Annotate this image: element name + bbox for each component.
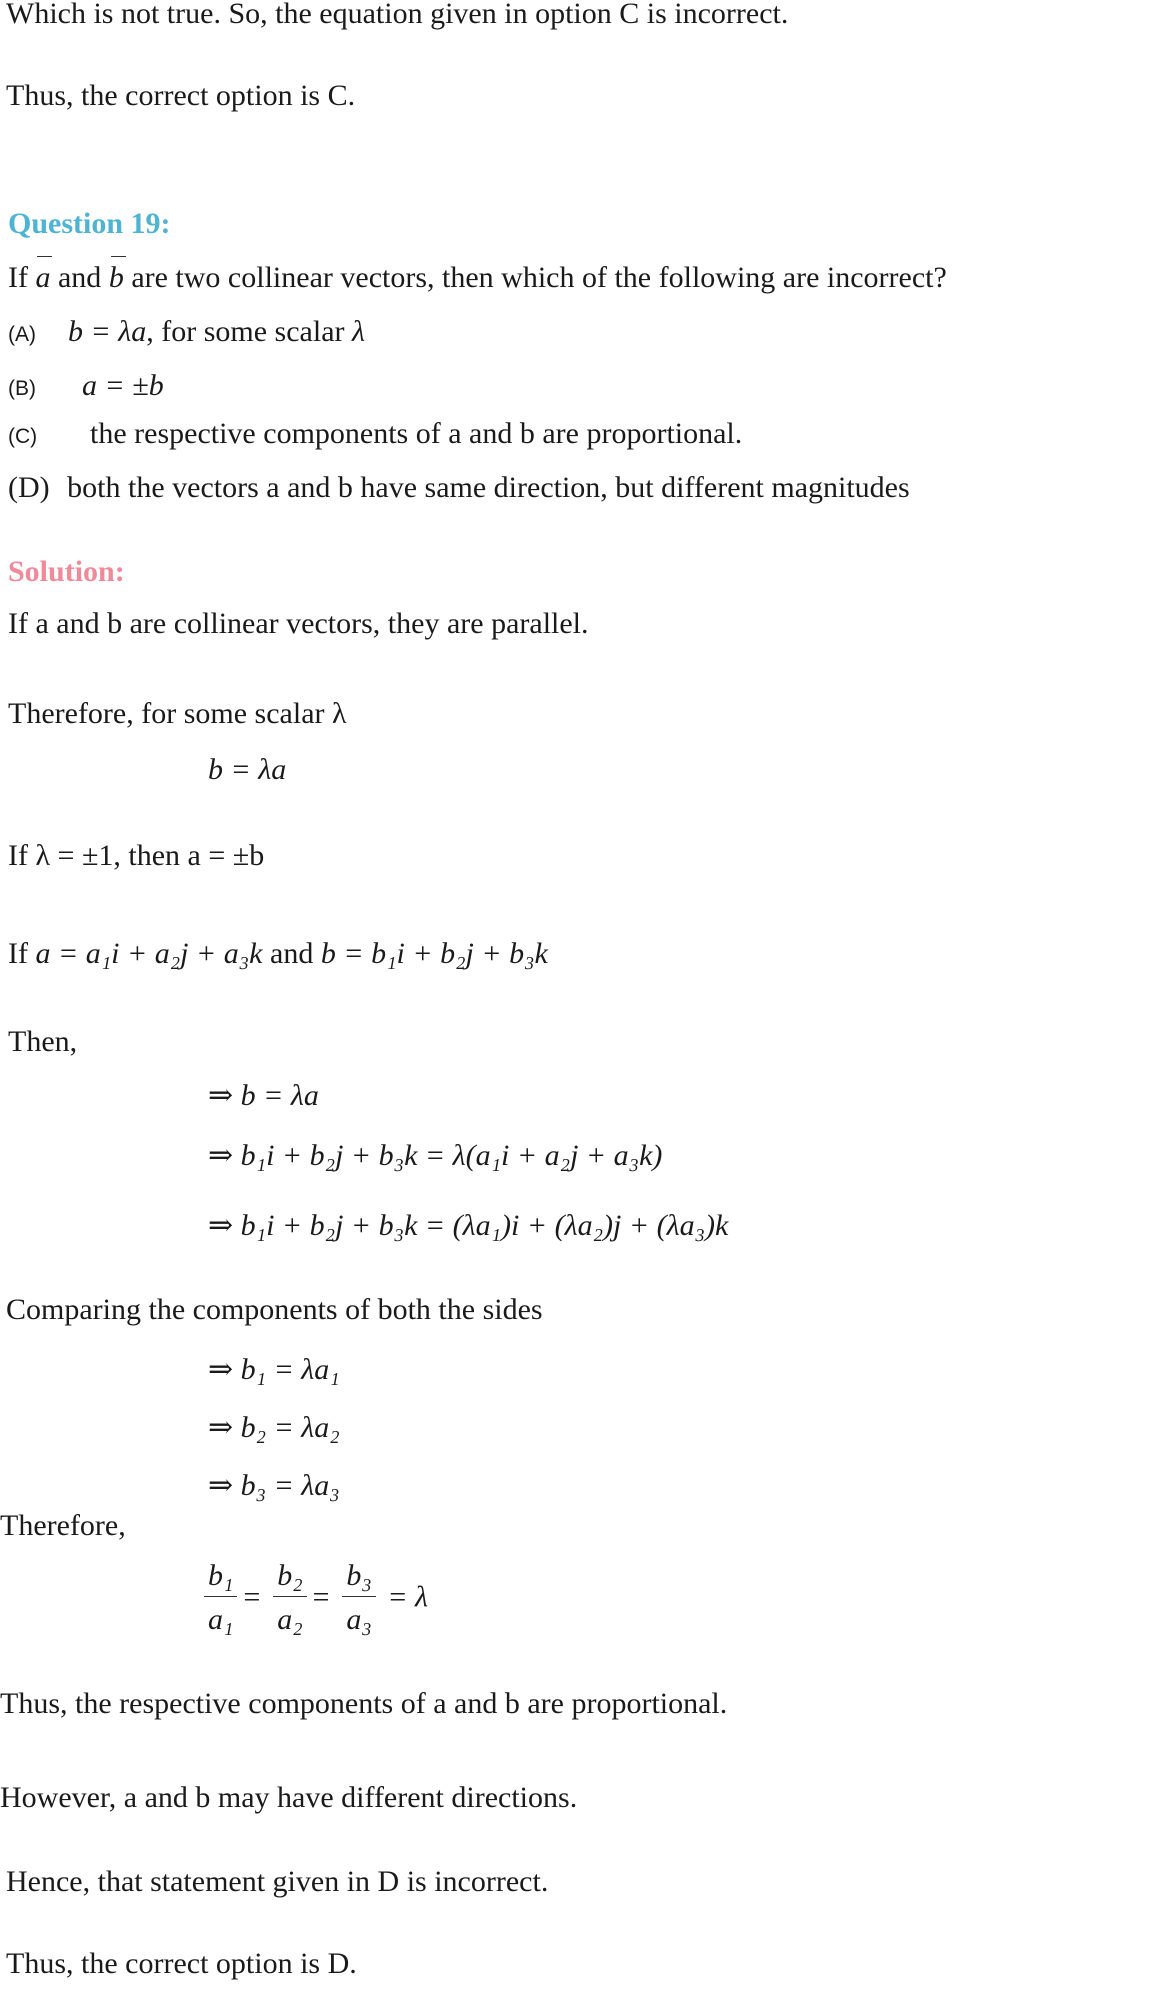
ratio-equation: $\frac{\text{b₁}}{\text{a₁}}$ = $\frac{\text{b₂}}{\text{a₂}}$ = $\frac{\text{b₃}}{\text{a₃}}$ = λ	[200, 1556, 428, 1643]
derivation-step-2: ⇒ b₁i + b₂j + b₃k = λ(a₁i + a₂j + a₃k)	[208, 1139, 663, 1172]
vector-b-components: b = b₁i + b₂j + b₃k	[320, 937, 548, 970]
solution-line-11: Thus, the correct option is D.	[6, 1947, 357, 1980]
component-eq-3: ⇒ b₃ = λa₃	[208, 1469, 340, 1502]
option-label: (A)	[8, 323, 36, 346]
solution-line-10: Hence, that statement given in D is incorrect.	[6, 1865, 549, 1898]
option-label: (B)	[8, 377, 36, 400]
intro-line-2: Thus, the correct option is C.	[6, 79, 356, 112]
equation-b-lambda-a: b = λa	[208, 753, 287, 786]
fraction-1: $\frac{\text{b₁}}{\text{a₁}}$	[204, 1556, 237, 1643]
derivation-step-3: ⇒ b₁i + b₂j + b₃k = (λa₁)i + (λa₂)j + (λa₃)k	[208, 1209, 729, 1242]
fraction-3: $\frac{\text{b₃}}{\text{a₃}}$	[342, 1556, 375, 1643]
component-eq-1: ⇒ b₁ = λa₁	[208, 1353, 340, 1386]
solution-line-4: If a = a₁i + a₂j + a₃k and b = b₁i + b₂j + b₃k	[8, 937, 548, 970]
question-title: Question 19:	[8, 207, 171, 240]
component-eq-2: ⇒ b₂ = λa₂	[208, 1411, 340, 1444]
solution-line-1: If a and b are collinear vectors, they are parallel.	[8, 607, 589, 640]
option-label: (C)	[8, 425, 38, 448]
solution-line-9: However, a and b may have different directions.	[0, 1781, 578, 1814]
solution-line-8: Thus, the respective components of a and b are proportional.	[0, 1687, 728, 1720]
fraction-2: $\frac{\text{b₂}}{\text{a₂}}$	[273, 1556, 306, 1643]
solution-line-2: Therefore, for some scalar λ	[8, 697, 347, 730]
vector-a: a	[35, 261, 51, 294]
intro-line-1: Which is not true. So, the equation given in option C is incorrect.	[6, 0, 789, 30]
derivation-step-1: ⇒ b = λa	[208, 1079, 319, 1112]
solution-line-7: Therefore,	[0, 1509, 126, 1542]
option-d: (D) both the vectors a and b have same direction, but different magnitudes	[8, 471, 910, 504]
solution-line-3: If λ = ±1, then a = ±b	[8, 839, 265, 872]
solution-title: Solution:	[8, 555, 125, 588]
option-b: (B) a = ±b	[8, 368, 164, 407]
option-a: (A) b = λa, for some scalar λ	[8, 314, 365, 353]
vector-a-components: a = a₁i + a₂j + a₃k	[35, 937, 263, 970]
solution-line-5: Then,	[8, 1025, 78, 1058]
option-label: (D)	[8, 471, 50, 504]
vector-b: b	[108, 261, 124, 294]
solution-line-6: Comparing the components of both the sides	[6, 1293, 543, 1326]
question-stem: If a and b are two collinear vectors, then which of the following are incorrect?	[8, 261, 947, 294]
option-c: (C) the respective components of a and b are proportional.	[8, 416, 742, 455]
